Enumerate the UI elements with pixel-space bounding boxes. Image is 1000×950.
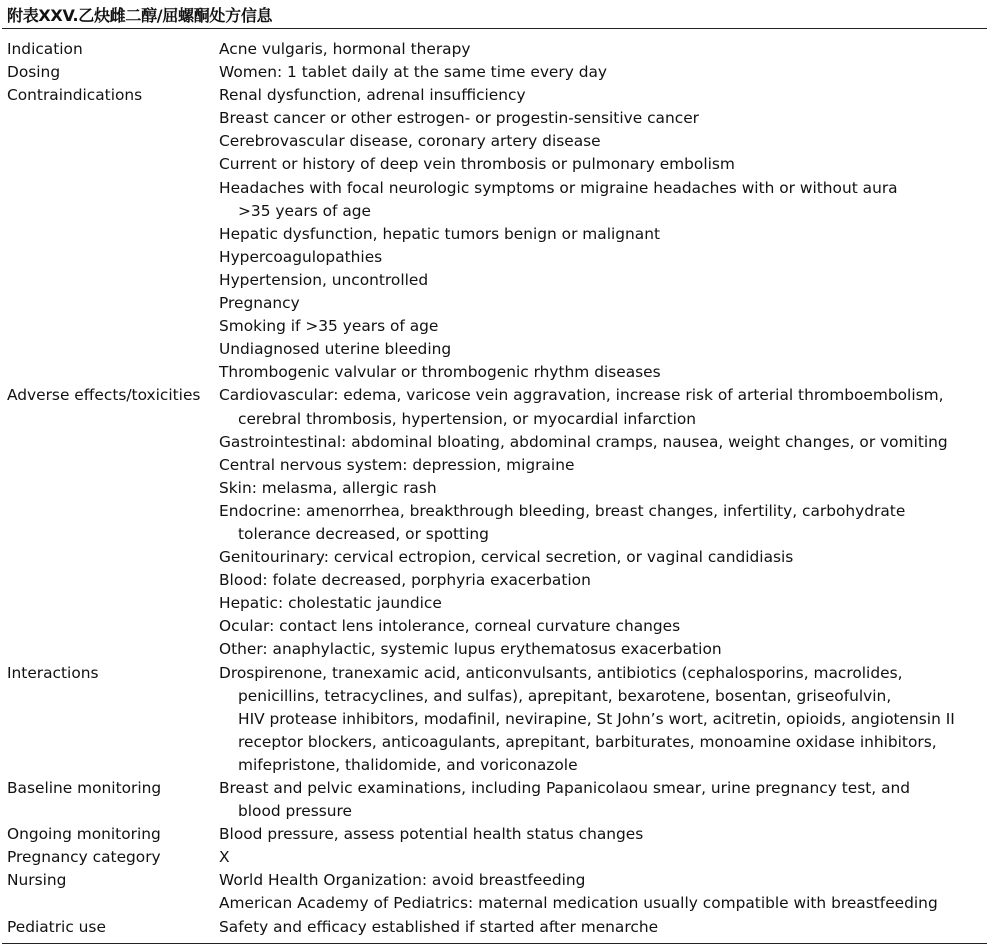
- value-line: Current or history of deep vein thrombosis or pulmonary embolism: [219, 155, 735, 174]
- table-row: [7, 869, 987, 915]
- value-line: World Health Organization: avoid breastfeeding: [219, 871, 586, 890]
- value-line: Hypertension, uncontrolled: [219, 270, 429, 289]
- row-value: [219, 846, 987, 869]
- value-line: Blood pressure, assess potential health status changes: [219, 825, 644, 844]
- row-value: [219, 38, 987, 61]
- value-line: mifepristone, thalidomide, and voriconazole: [238, 755, 578, 774]
- row-label: Nursing: [7, 871, 67, 890]
- value-line: Hepatic: cholestatic jaundice: [219, 594, 442, 613]
- top-rule: [2, 28, 987, 29]
- row-label: Ongoing monitoring: [7, 825, 161, 844]
- value-line: cerebral thrombosis, hypertension, or myocardial infarction: [238, 409, 697, 428]
- value-line: Ocular: contact lens intolerance, corneal curvature changes: [219, 617, 681, 636]
- value-line: Women: 1 tablet daily at the same time every day: [219, 63, 608, 82]
- row-value: [219, 61, 987, 84]
- value-line: Drospirenone, tranexamic acid, anticonvulsants, antibiotics (cephalosporins, macrolides,: [219, 663, 903, 682]
- table-row: [7, 384, 987, 661]
- row-value: [219, 777, 987, 823]
- value-line: Cardiovascular: edema, varicose vein aggravation, increase risk of arterial thromboembolism,: [219, 386, 944, 405]
- row-label: Baseline monitoring: [7, 779, 162, 797]
- value-line: >35 years of age: [238, 201, 372, 220]
- row-label: Pediatric use: [7, 917, 106, 936]
- value-line: Renal dysfunction, adrenal insufficiency: [219, 86, 526, 105]
- row-value: [219, 662, 987, 777]
- prescribing-info-table: [7, 38, 987, 939]
- row-label: Contraindications: [7, 86, 143, 105]
- table-row: [7, 61, 987, 84]
- value-line: American Academy of Pediatrics: maternal medication usually compatible with breastfeeding: [219, 894, 938, 913]
- value-line: Hypercoagulopathies: [219, 247, 383, 266]
- value-line: Smoking if >35 years of age: [219, 317, 439, 336]
- value-line: Skin: melasma, allergic rash: [219, 478, 437, 497]
- table-title: 附表XXV.乙炔雌二醇/屈螺酮处方信息: [7, 6, 273, 25]
- value-line: X: [219, 848, 230, 867]
- row-value: [219, 916, 987, 939]
- row-label: Pregnancy category: [7, 848, 161, 867]
- value-line: Genitourinary: cervical ectropion, cervical secretion, or vaginal candidiasis: [219, 548, 794, 567]
- value-line: Gastrointestinal: abdominal bloating, abdominal cramps, nausea, weight changes, or vomiting: [219, 432, 948, 451]
- value-line: Breast cancer or other estrogen- or progestin-sensitive cancer: [219, 109, 699, 128]
- value-line: Hepatic dysfunction, hepatic tumors benign or malignant: [219, 224, 661, 243]
- table-row: [7, 777, 987, 823]
- value-line: receptor blockers, anticoagulants, aprepitant, barbiturates, monoamine oxidase inhibitors,: [238, 732, 937, 751]
- value-line: Endocrine: amenorrhea, breakthrough bleeding, breast changes, infertility, carbohydrate: [219, 501, 906, 520]
- value-line: Breast and pelvic examinations, including Papanicolaou smear, urine pregnancy test, and: [219, 779, 911, 797]
- value-line: Cerebrovascular disease, coronary artery disease: [219, 132, 601, 151]
- value-line: Headaches with focal neurologic symptoms or migraine headaches with or without aura: [219, 178, 898, 197]
- row-value: [219, 823, 987, 846]
- value-line: tolerance decreased, or spotting: [238, 524, 489, 543]
- value-line: penicillins, tetracyclines, and sulfas), aprepitant, bexarotene, bosentan, griseofulvin,: [238, 686, 892, 705]
- value-line: Undiagnosed uterine bleeding: [219, 340, 452, 359]
- row-value: [219, 384, 987, 661]
- value-line: Safety and efficacy established if started after menarche: [219, 917, 659, 936]
- value-line: Acne vulgaris, hormonal therapy: [219, 40, 471, 58]
- bottom-rule: [2, 943, 987, 944]
- table-row: [7, 846, 987, 869]
- value-line: Other: anaphylactic, systemic lupus erythematosus exacerbation: [219, 640, 722, 659]
- row-label: Adverse effects/toxicities: [7, 386, 201, 405]
- value-line: Central nervous system: depression, migraine: [219, 455, 575, 474]
- value-line: Thrombogenic valvular or thrombogenic rhythm diseases: [219, 363, 661, 382]
- row-value: [219, 869, 987, 915]
- value-line: blood pressure: [238, 802, 353, 821]
- table-row: [7, 823, 987, 846]
- value-line: Pregnancy: [219, 294, 300, 313]
- table-row: [7, 662, 987, 777]
- table-row: [7, 916, 987, 939]
- table-row: [7, 38, 987, 61]
- value-line: Blood: folate decreased, porphyria exacerbation: [219, 571, 591, 590]
- value-line: HIV protease inhibitors, modafinil, nevirapine, St John’s wort, acitretin, opioids, angiotensin II: [238, 709, 955, 728]
- row-label: Dosing: [7, 63, 61, 82]
- row-label: Interactions: [7, 663, 99, 682]
- row-value: [219, 84, 987, 384]
- table-row: [7, 84, 987, 384]
- row-label: Indication: [7, 40, 83, 58]
